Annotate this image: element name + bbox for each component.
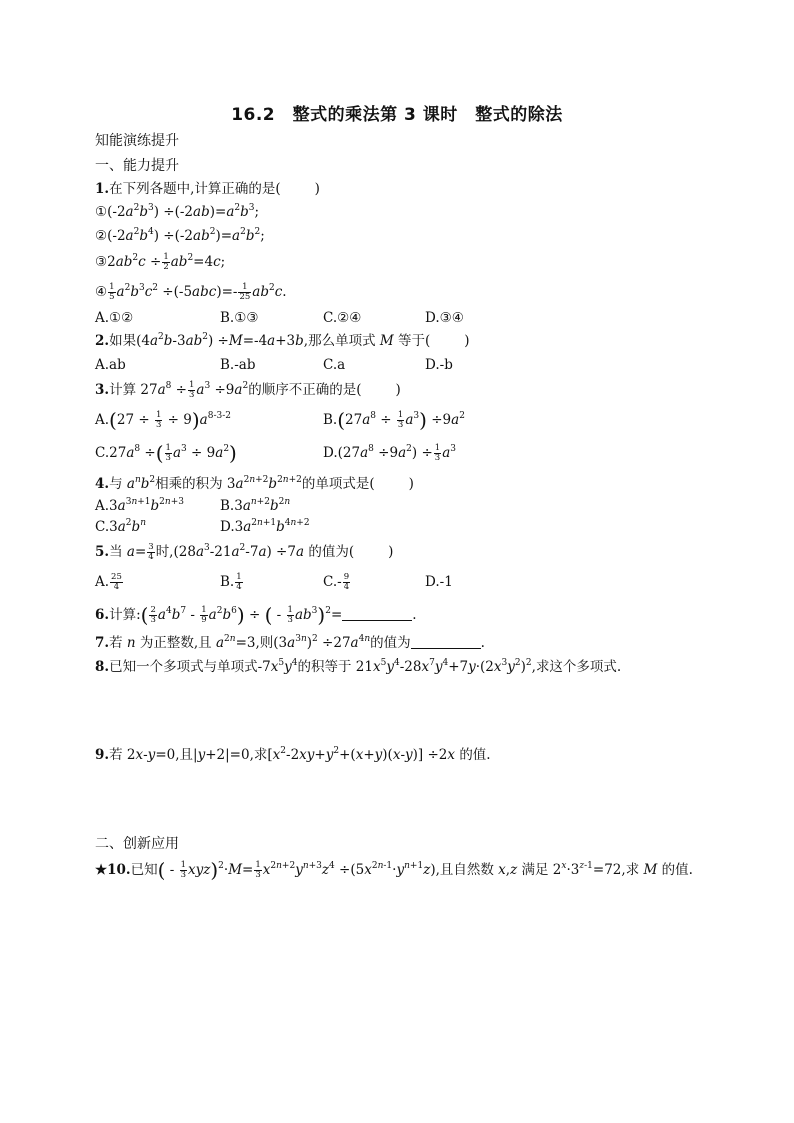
q2-option-b: B.-ab: [220, 357, 256, 373]
q7-answer-blank[interactable]: [411, 636, 481, 649]
q1-statement-2: $②(-2a^2b^4) \div(-2ab^2)=a^2b^2$;: [95, 227, 265, 244]
question-7: 7.若 n 为正整数,且 $a^{2n}=3$,则$(3a^{3n})^2 \div 27a^{4n}$的值为 .: [95, 634, 485, 651]
question-4: 4.与 $a^nb^2$相乘的积为 $3a^{2n+2}b^{2n+2}$的单项式是( ): [95, 475, 414, 492]
q5-option-d: D.-1: [425, 574, 453, 590]
q5-option-b: B. $\frac{1}{4}$: [220, 572, 242, 592]
question-8: 8.已知一个多项式与单项式$-7x^5y^4$的积等于 $21x^5y^4-28x^7y^4+7y\cdot(2x^3y^2)^2$,求这个多项式.: [95, 658, 622, 675]
q4-option-a: $A.3a^{3n+1}b^{2n+3}$: [95, 497, 184, 514]
question-3: 3.计算 $27a^8$ ÷ $\frac{1}{3}$ $a^3 \div 9a^2$的顺序不正确的是( ): [95, 380, 401, 400]
q5-option-a: A. $\frac{25}{4}$: [95, 572, 122, 592]
q1-option-a: A.①②: [95, 310, 134, 326]
q2-option-a: A.ab: [95, 357, 126, 373]
question-9: 9.若 2x-y=0,且|y+2|=0,求$[x^2-2xy+y^2+(x+y)(x-y)] \div 2x$ 的值.: [95, 746, 491, 763]
q3-option-a: A.(27 ÷ $\frac{1}{3}$ ÷ $9)a^{8-3-2}$: [95, 408, 231, 432]
q1-statement-1: $①(-2a^2b^3) \div(-2ab)=a^2b^3$;: [95, 203, 260, 220]
q1-statement-3: $③2ab^2c$ ÷ $\frac{1}{2}$ $ab^2=4c$;: [95, 252, 226, 272]
q1-option-d: D.③④: [425, 310, 464, 326]
q5-option-c: C.- $\frac{9}{4}$: [323, 572, 350, 592]
q1-statement-4: ④ $\frac{1}{5}$ $a^2b^3c^2 \div(-5abc)=-$ $\frac{1}{25}$ $ab^2c$.: [95, 282, 287, 302]
q4-option-c: $C.3a^2b^n$: [95, 518, 146, 535]
q1-option-b: B.①③: [220, 310, 259, 326]
page-title: 16.2 整式的乘法第 3 课时 整式的除法: [231, 105, 563, 125]
part-1-heading: 一、能力提升: [95, 158, 179, 174]
q4-option-d: $D.3a^{2n+1}b^{4n+2}$: [220, 518, 310, 535]
q3-option-d: $D.(27a^8 \div 9a^2)$ ÷ $\frac{1}{3}$ $a^3$: [323, 443, 456, 463]
q6-answer-blank[interactable]: [342, 608, 412, 621]
q3-option-b: $B.(27a^8$ ÷ $\frac{1}{3}$ $a^3) \div 9a^2$: [323, 408, 465, 432]
question-6: 6.计算:( $\frac{2}{3}$ $a^4b^7$ - $\frac{1}{9}$ $a^2b^6$) ÷ ( - $\frac{1}{3}$ $ab^3)^2=$ .: [95, 603, 417, 627]
question-5: 5.当 a= $\frac{3}{4}$ 时$,(28a^3-21a^2-7a) \div 7a$ 的值为( ): [95, 542, 394, 562]
section-heading: 知能演练提升: [95, 133, 179, 149]
q1-option-c: C.②④: [323, 310, 362, 326]
q3-option-c: $C.27a^8$ ÷( $\frac{1}{3}$ $a^3 \div 9a^2$): [95, 441, 237, 465]
question-10: ★10.已知( - $\frac{1}{3}$ xyz)$^2$·M= $\frac{1}{3}$ $x^{2n+2}y^{n+3}z^4 \div(5x^{2n-1}\cdot y^{n+1}z)$,且自然数 x,z 满足 $2^x\cdot 3^{z-1}=72$,求 M 的值.: [95, 858, 693, 882]
part-2-heading: 二、创新应用: [95, 836, 179, 852]
q2-option-c: C.a: [323, 357, 346, 373]
q2-option-d: D.-b: [425, 357, 453, 373]
question-2: 2.如果$(4a^2b-3ab^2) \div M=-4a+3b$,那么单项式 M 等于( ): [95, 332, 470, 349]
q4-option-b: $B.3a^{n+2}b^{2n}$: [220, 497, 291, 514]
question-1: 1.在下列各题中,计算正确的是( ): [95, 181, 320, 197]
